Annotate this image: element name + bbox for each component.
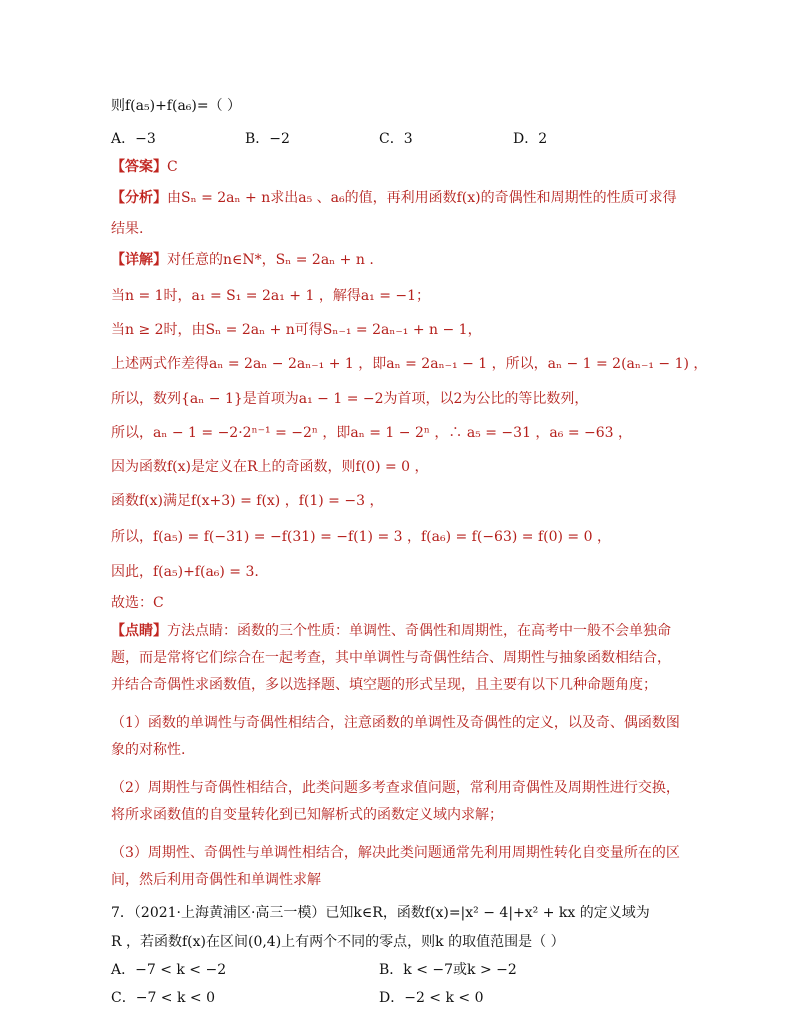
answer-tag: 【答案】 bbox=[111, 159, 167, 175]
detail-line-5: 所以，数列{aₙ − 1}是首项为a₁ − 1 = −2为首项，以2为公比的等比数列， bbox=[111, 391, 589, 407]
analysis-text: 由Sₙ = 2aₙ + n求出a₅ 、a₆的值，再利用函数f(x)的奇偶性和周期性的性质可求得 bbox=[167, 190, 677, 206]
detail-line-9: 所以，f(a₅) = f(−31) = −f(31) = −f(1) = 3 ，f(a₆) = f(−63) = f(0) = 0 ， bbox=[111, 529, 611, 545]
q6-option-b: B．−2 bbox=[245, 131, 290, 147]
q6-option-d: D．2 bbox=[513, 131, 548, 147]
answer-line bbox=[111, 157, 178, 177]
analysis-line-1 bbox=[111, 188, 677, 208]
detail-line-1 bbox=[111, 250, 374, 270]
q6-option-a: A．−3 bbox=[111, 131, 156, 147]
analysis-tag: 【分析】 bbox=[111, 190, 167, 206]
detail-line-6: 所以，aₙ − 1 = −2·2ⁿ⁻¹ = −2ⁿ ，即aₙ = 1 − 2ⁿ ，∴ a₅ = −31 ，a₆ = −63 ， bbox=[111, 425, 633, 441]
comment-point-1-line-1: （1）函数的单调性与奇偶性相结合，注意函数的单调性及奇偶性的定义，以及奇、偶函数图 bbox=[111, 715, 680, 731]
q6-option-c: C．3 bbox=[379, 131, 413, 147]
q7-option-a: A．−7 < k < −2 bbox=[111, 962, 227, 978]
question-7-stem-2: R ，若函数f(x)在区间(0,4)上有两个不同的零点，则k 的取值范围是（ ） bbox=[111, 934, 565, 950]
q7-option-b: B．k < −7或k > −2 bbox=[379, 962, 517, 978]
comment-point-3-line-2: 间，然后利用奇偶性和单调性求解 bbox=[111, 872, 321, 888]
answer-value: C bbox=[167, 159, 178, 175]
detail-line-8: 函数f(x)满足f(x+3) = f(x) ，f(1) = −3 ， bbox=[111, 493, 384, 509]
detail-line-7: 因为函数f(x)是定义在R上的奇函数，则f(0) = 0 ， bbox=[111, 459, 429, 475]
comment-point-1-line-2: 象的对称性. bbox=[111, 742, 186, 758]
detail-line-3: 当n ≥ 2时，由Sₙ = 2aₙ + n可得Sₙ₋₁ = 2aₙ₋₁ + n − 1， bbox=[111, 322, 482, 338]
detail-line-2: 当n = 1时，a₁ = S₁ = 2a₁ + 1 ，解得a₁ = −1； bbox=[111, 288, 431, 304]
q7-option-d: D．−2 < k < 0 bbox=[379, 990, 484, 1006]
comment-tag: 【点睛】 bbox=[111, 623, 167, 639]
detail-tag: 【详解】 bbox=[111, 252, 167, 268]
comment-line-3: 并结合奇偶性求函数值，多以选择题、填空题的形式呈现，且主要有以下几种命题角度； bbox=[111, 677, 657, 693]
q7-option-c: C．−7 < k < 0 bbox=[111, 990, 216, 1006]
detail-text: 对任意的n∈N*，Sₙ = 2aₙ + n . bbox=[167, 252, 374, 268]
comment-point-2-line-1: （2）周期性与奇偶性相结合，此类问题多考查求值问题，常利用奇偶性及周期性进行交换， bbox=[111, 780, 680, 796]
comment-point-2-line-2: 将所求函数值的自变量转化到已知解析式的函数定义域内求解； bbox=[111, 807, 503, 823]
analysis-line-2: 结果. bbox=[111, 221, 144, 237]
detail-line-4: 上述两式作差得aₙ = 2aₙ − 2aₙ₋₁ + 1 ，即aₙ = 2aₙ₋₁ − 1 ，所以，aₙ − 1 = 2(aₙ₋₁ − 1) ， bbox=[111, 356, 708, 372]
question-7-stem-1: 7．（2021·上海黄浦区·高三一模）已知k∈R，函数f(x)=|x² − 4|+x² + kx 的定义域为 bbox=[111, 905, 650, 921]
comment-text: 方法点睛：函数的三个性质：单调性、奇偶性和周期性，在高考中一般不会单独命 bbox=[167, 623, 671, 639]
comment-line-1 bbox=[111, 621, 671, 641]
question-6-stem: 则f(a₅)+f(a₆)=（ ） bbox=[111, 98, 242, 114]
comment-line-2: 题，而是常将它们综合在一起考查，其中单调性与奇偶性结合、周期性与抽象函数相结合， bbox=[111, 650, 671, 666]
comment-point-3-line-1: （3）周期性、奇偶性与单调性相结合，解决此类问题通常先利用周期性转化自变量所在的区 bbox=[111, 845, 680, 861]
choice-line: 故选：C bbox=[111, 595, 164, 611]
detail-line-10: 因此，f(a₅)+f(a₆) = 3. bbox=[111, 564, 259, 580]
